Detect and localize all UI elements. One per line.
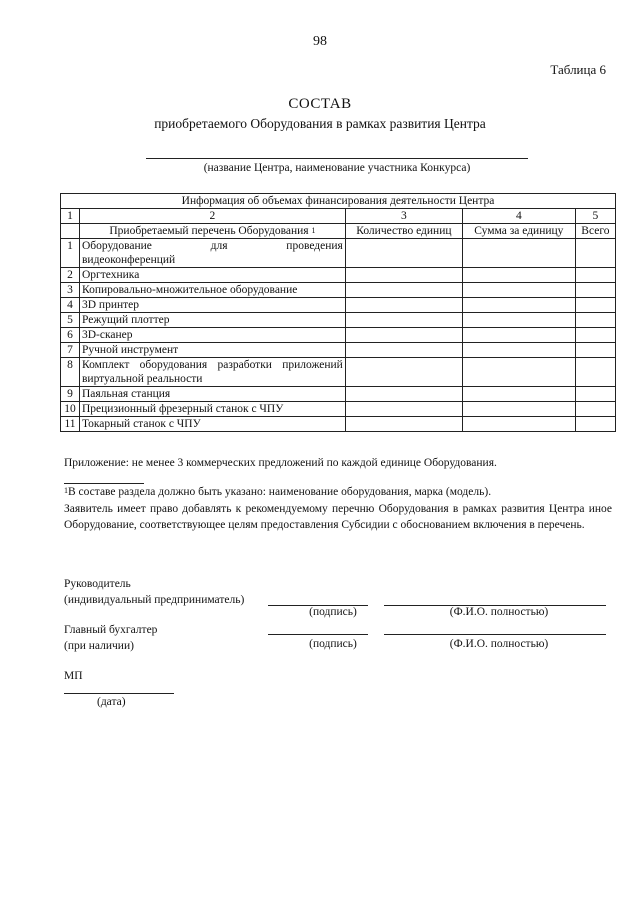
footnote [64,486,491,498]
table-header-info-row [61,194,616,209]
row-unit-price-cell [462,402,575,417]
table-row [61,417,616,432]
row-unit-price-cell [462,283,575,298]
row-quantity-cell [345,268,462,283]
stamp-label: МП [64,670,83,682]
table-row [61,298,616,313]
row-quantity-cell [345,298,462,313]
col-header-quantity: Количество единиц [345,224,462,239]
document-subtitle: приобретаемого Оборудования в рамках развития Центра [154,116,486,131]
accountant-label: Главный бухгалтер [64,624,158,636]
row-total-cell [575,268,615,283]
row-unit-price-cell [462,358,575,387]
col-header-equipment-label: Приобретаемый перечень Оборудования [109,225,309,237]
table-col-number-row [61,209,616,224]
row-equipment: Ручной инструмент [79,343,345,358]
row-total-cell [575,239,615,268]
row-total-cell [575,358,615,387]
footnote-text: В составе раздела должно быть указано: наименование оборудования, марка (модель). [68,486,492,498]
accountant-signature-line [268,634,368,635]
center-name-line [146,158,528,159]
row-total-cell [575,283,615,298]
row-unit-price-cell [462,298,575,313]
table-row [61,328,616,343]
col-number: 3 [345,209,462,224]
table-row [61,283,616,298]
row-total-cell [575,387,615,402]
head-signature-caption: (подпись) [309,606,357,618]
accountant-signature-caption: (подпись) [309,638,357,650]
center-name-caption: (название Центра, наименование участника Конкурса) [203,162,471,174]
table-row [61,343,616,358]
table-row [61,239,616,268]
row-total-cell [575,298,615,313]
row-number: 6 [61,328,80,343]
footnote-ref: 1 [311,226,316,235]
row-equipment [79,239,345,268]
row-total-cell [575,328,615,343]
row-quantity-cell [345,313,462,328]
row-total-cell [575,417,615,432]
applicant-note: Заявитель имеет право добавлять к рекомендуемому перечню Оборудования в рамках развития Центра иное Оборудование, соответствующее целям предоставления Субсидии с обоснованием включения в перечень. [64,503,612,531]
document-title: СОСТАВ [288,96,352,112]
table-row [61,387,616,402]
row-number: 3 [61,283,80,298]
row-equipment-line2: виртуальной реальности [81,373,203,385]
row-total-cell [575,313,615,328]
accountant-fio-caption: (Ф.И.О. полностью) [449,638,549,650]
row-equipment: Режущий плоттер [79,313,345,328]
row-equipment-line1: Комплект оборудования разработки приложений [81,359,343,371]
row-number: 5 [61,313,80,328]
row-number: 4 [61,298,80,313]
date-caption: (дата) [97,696,126,708]
row-equipment: 3D-сканер [79,328,345,343]
row-quantity-cell [345,328,462,343]
row-equipment: Оргтехника [79,268,345,283]
col-number: 2 [79,209,345,224]
row-equipment: 3D принтер [79,298,345,313]
row-unit-price-cell [462,328,575,343]
row-quantity-cell [345,283,462,298]
row-total-cell [575,402,615,417]
row-number: 7 [61,343,80,358]
row-equipment-line1: Оборудование для проведения [81,240,343,252]
row-equipment: Токарный станок с ЧПУ [79,417,345,432]
row-unit-price-cell [462,387,575,402]
col-number: 5 [575,209,615,224]
row-unit-price-cell [462,239,575,268]
col-number: 1 [61,209,80,224]
row-number: 11 [61,417,80,432]
row-quantity-cell [345,343,462,358]
col-header-total: Всего [575,224,615,239]
table-row [61,358,616,387]
head-sublabel: (индивидуальный предприниматель) [64,594,245,606]
table-row [61,402,616,417]
col-header-unit-price: Сумма за единицу [462,224,575,239]
table-col-header-row [61,224,616,239]
row-number: 8 [61,358,80,387]
accountant-sublabel: (при наличии) [64,640,134,652]
page-number: 98 [313,34,327,49]
head-fio-caption: (Ф.И.О. полностью) [449,606,549,618]
row-equipment [79,358,345,387]
row-quantity-cell [345,402,462,417]
row-number: 9 [61,387,80,402]
head-label: Руководитель [64,578,131,590]
table-label: Таблица 6 [550,62,606,77]
row-quantity-cell [345,358,462,387]
row-number: 1 [61,239,80,268]
row-unit-price-cell [462,313,575,328]
row-number: 10 [61,402,80,417]
row-unit-price-cell [462,268,575,283]
table-header-info: Информация об объемах финансирования деятельности Центра [61,194,616,209]
footnote-mark: 1 [64,486,68,495]
row-equipment: Копировально-множительное оборудование [79,283,345,298]
row-equipment: Паяльная станция [79,387,345,402]
accountant-fio-line [384,634,606,635]
row-total-cell [575,343,615,358]
row-quantity-cell [345,387,462,402]
row-unit-price-cell [462,417,575,432]
row-equipment: Прецизионный фрезерный станок с ЧПУ [79,402,345,417]
row-quantity-cell [345,239,462,268]
table-row [61,313,616,328]
equipment-table [60,193,616,432]
col-header-empty [61,224,80,239]
col-header-equipment [79,224,345,239]
row-number: 2 [61,268,80,283]
footnote-separator [64,483,144,484]
row-quantity-cell [345,417,462,432]
col-number: 4 [462,209,575,224]
row-unit-price-cell [462,343,575,358]
appendix-note: Приложение: не менее 3 коммерческих предложений по каждой единице Оборудования. [64,457,497,469]
table-row [61,268,616,283]
row-equipment-line2: видеоконференций [81,254,176,266]
